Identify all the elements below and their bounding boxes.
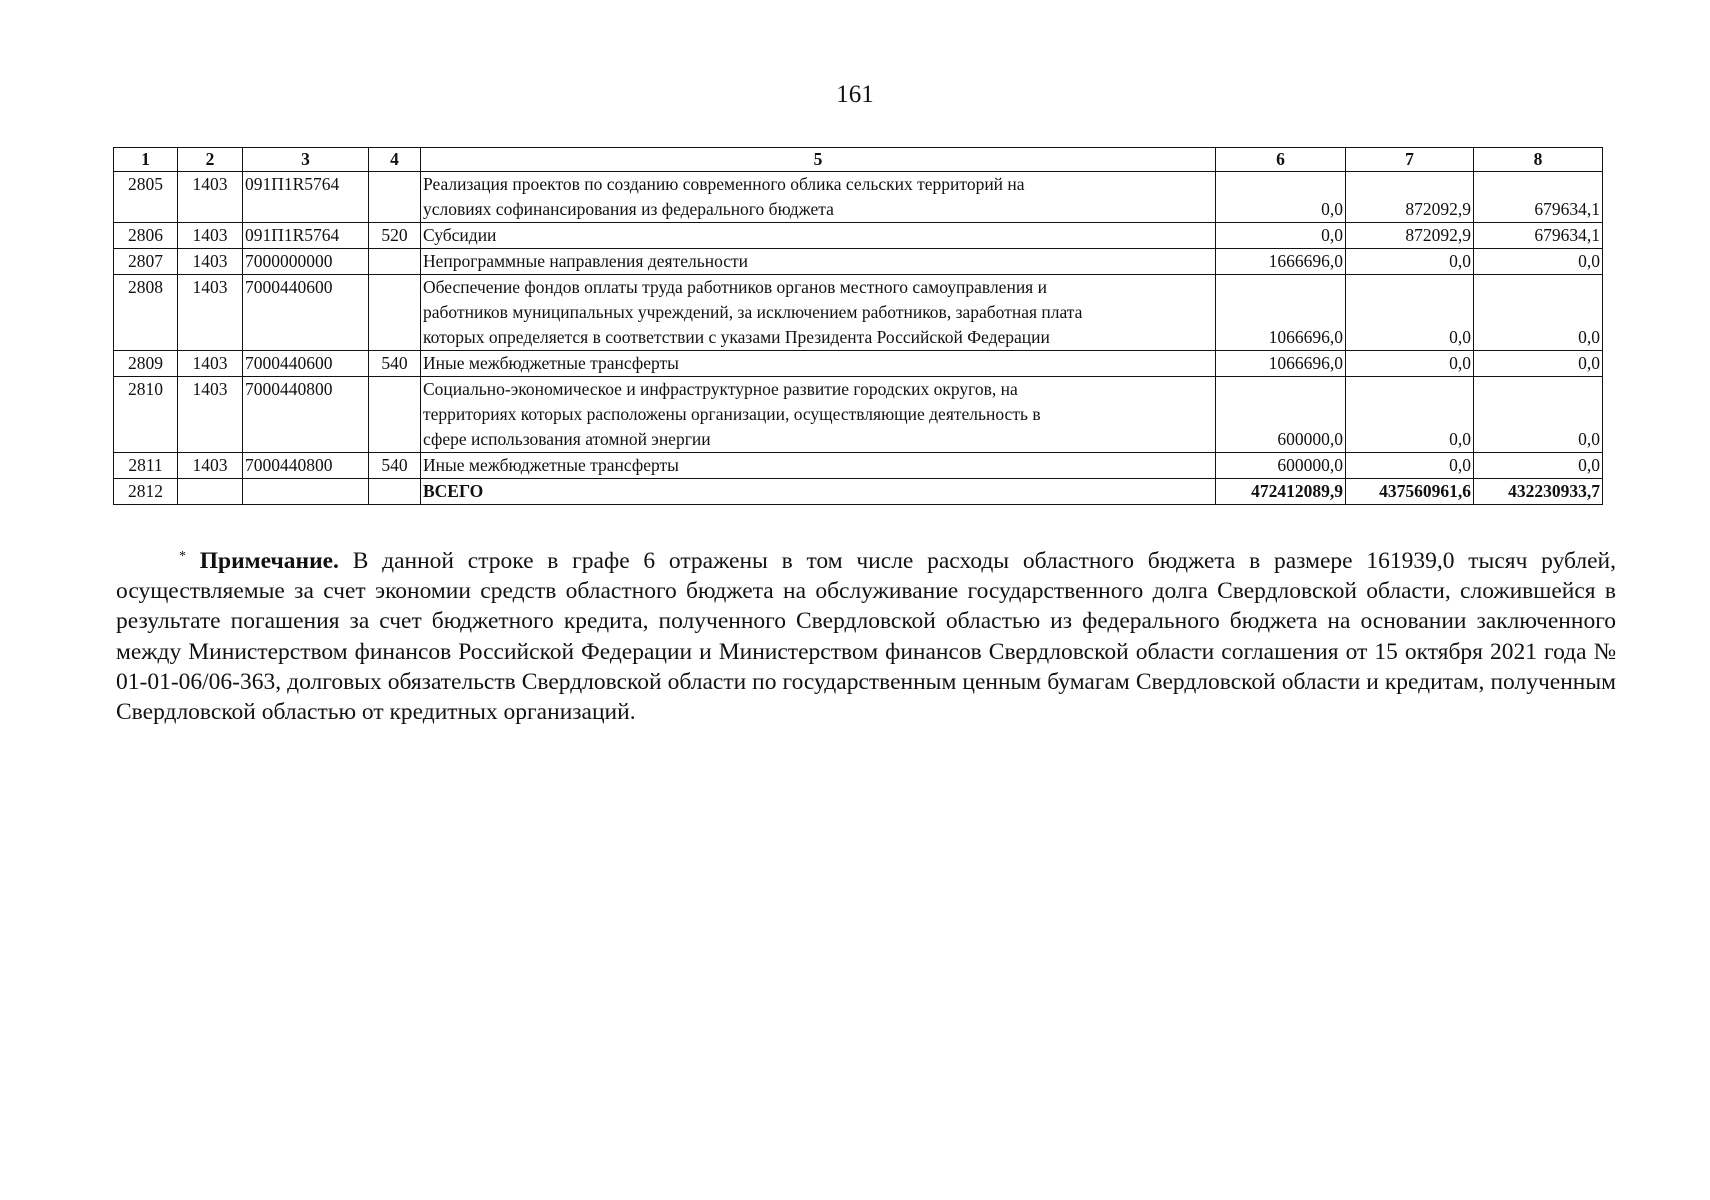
amount-col-8: 679634,1 [1474, 172, 1603, 223]
table-row [114, 377, 1603, 453]
total-amount-col-6: 472412089,9 [1216, 479, 1346, 505]
section-code: 1403 [178, 453, 243, 479]
header-col-3: 3 [243, 148, 369, 172]
expense-type-code [369, 377, 421, 453]
table-total-row [114, 479, 1603, 505]
description-line: сфере использования атомной энергии [423, 429, 711, 449]
section-code: 1403 [178, 377, 243, 453]
description-line: Иные межбюджетные трансферты [423, 455, 679, 475]
table-row [114, 453, 1603, 479]
expense-type-code [369, 479, 421, 505]
amount-col-6: 600000,0 [1216, 453, 1346, 479]
amount-col-7: 872092,9 [1346, 223, 1474, 249]
target-article-code [243, 479, 369, 505]
expense-type-code [369, 249, 421, 275]
row-number: 2810 [114, 377, 178, 453]
footnote-line: бумагам Свердловской области и кредитам, полученным Свердловской областью от кредитных организаций. [116, 668, 1617, 726]
table-row [114, 275, 1603, 351]
footnote-marker: * [179, 549, 186, 564]
footnote-line: В данной строке в графе 6 отражены в том числе расходы областного бюджета в размере 161939,0 тысяч рублей, [352, 548, 1617, 574]
amount-col-8: 679634,1 [1474, 223, 1603, 249]
expense-type-code: 540 [369, 453, 421, 479]
row-number: 2805 [114, 172, 178, 223]
footnote-title: Примечание. [199, 548, 339, 574]
amount-col-8: 0,0 [1474, 453, 1603, 479]
amount-col-6: 1066696,0 [1216, 275, 1346, 351]
item-description [421, 172, 1216, 223]
budget-table [113, 147, 1603, 505]
target-article-code: 7000440600 [243, 351, 369, 377]
expense-type-code: 520 [369, 223, 421, 249]
table-row [114, 223, 1603, 249]
item-description [421, 275, 1216, 351]
table-header-row [114, 148, 1603, 172]
header-col-4: 4 [369, 148, 421, 172]
expense-type-code [369, 172, 421, 223]
amount-col-7: 0,0 [1346, 275, 1474, 351]
section-code: 1403 [178, 223, 243, 249]
description-line: Иные межбюджетные трансферты [423, 353, 679, 373]
target-article-code: 091П1R5764 [243, 172, 369, 223]
footnote-line: сложившейся в результате погашения за счет бюджетного кредита, полученного Свердловской областью из федерального бюджета на [116, 578, 1617, 635]
description-line: Социально-экономическое и инфраструктурное развитие городских округов, на [423, 379, 1018, 399]
footnote-line: осуществляемые за счет экономии средств областного бюджета на обслуживание государственного долга Свердловской области, [116, 578, 1451, 605]
amount-col-7: 0,0 [1346, 377, 1474, 453]
row-number: 2812 [114, 479, 178, 505]
item-description [421, 223, 1216, 249]
total-amount-col-7: 437560961,6 [1346, 479, 1474, 505]
expense-type-code: 540 [369, 351, 421, 377]
amount-col-6: 1666696,0 [1216, 249, 1346, 275]
total-amount-col-8: 432230933,7 [1474, 479, 1603, 505]
description-line: Обеспечение фондов оплаты труда работников органов местного самоуправления и [423, 277, 1047, 297]
amount-col-7: 872092,9 [1346, 172, 1474, 223]
section-code: 1403 [178, 275, 243, 351]
amount-col-8: 0,0 [1474, 275, 1603, 351]
section-code [178, 479, 243, 505]
description-line: ВСЕГО [423, 481, 484, 501]
item-description [421, 377, 1216, 453]
expense-type-code [369, 275, 421, 351]
amount-col-8: 0,0 [1474, 377, 1603, 453]
amount-col-6: 0,0 [1216, 172, 1346, 223]
description-line: условиях софинансирования из федерального бюджета [423, 199, 834, 219]
amount-col-7: 0,0 [1346, 453, 1474, 479]
amount-col-7: 0,0 [1346, 351, 1474, 377]
footnote-paragraph [116, 546, 1616, 727]
item-description [421, 249, 1216, 275]
footnote-line: основании заключенного между Министерством финансов Российской Федерации и Министерством финансов Свердловской области [116, 608, 1617, 665]
description-line: которых определяется в соответствии с указами Президента Российской Федерации [423, 327, 1050, 347]
section-code: 1403 [178, 172, 243, 223]
header-col-6: 6 [1216, 148, 1346, 172]
row-number: 2807 [114, 249, 178, 275]
description-line: Субсидии [423, 225, 497, 245]
item-description [421, 453, 1216, 479]
table-row [114, 351, 1603, 377]
row-number: 2806 [114, 223, 178, 249]
footnote [116, 546, 1616, 727]
row-number: 2811 [114, 453, 178, 479]
description-line: работников муниципальных учреждений, за исключением работников, заработная плата [423, 302, 1083, 322]
amount-col-8: 0,0 [1474, 249, 1603, 275]
item-description [421, 351, 1216, 377]
section-code: 1403 [178, 351, 243, 377]
header-col-5: 5 [421, 148, 1216, 172]
header-col-1: 1 [114, 148, 178, 172]
target-article-code: 091П1R5764 [243, 223, 369, 249]
target-article-code: 7000440800 [243, 377, 369, 453]
description-line: территориях которых расположены организации, осуществляющие деятельность в [423, 404, 1041, 424]
header-col-7: 7 [1346, 148, 1474, 172]
row-number: 2809 [114, 351, 178, 377]
target-article-code: 7000440800 [243, 453, 369, 479]
page-number: 161 [836, 81, 874, 108]
header-col-8: 8 [1474, 148, 1603, 172]
row-number: 2808 [114, 275, 178, 351]
footnote-line: соглашения от 15 октября 2021 года № 01-01-06/06-363, долговых обязательств Свердловской области по государственным ценным [116, 638, 1617, 695]
section-code: 1403 [178, 249, 243, 275]
amount-col-7: 0,0 [1346, 249, 1474, 275]
target-article-code: 7000440600 [243, 275, 369, 351]
target-article-code: 7000000000 [243, 249, 369, 275]
amount-col-8: 0,0 [1474, 351, 1603, 377]
amount-col-6: 1066696,0 [1216, 351, 1346, 377]
header-col-2: 2 [178, 148, 243, 172]
table-row [114, 172, 1603, 223]
description-line: Реализация проектов по созданию современного облика сельских территорий на [423, 174, 1025, 194]
table-row [114, 249, 1603, 275]
amount-col-6: 600000,0 [1216, 377, 1346, 453]
description-line: Непрограммные направления деятельности [423, 251, 749, 271]
total-label [421, 479, 1216, 505]
amount-col-6: 0,0 [1216, 223, 1346, 249]
